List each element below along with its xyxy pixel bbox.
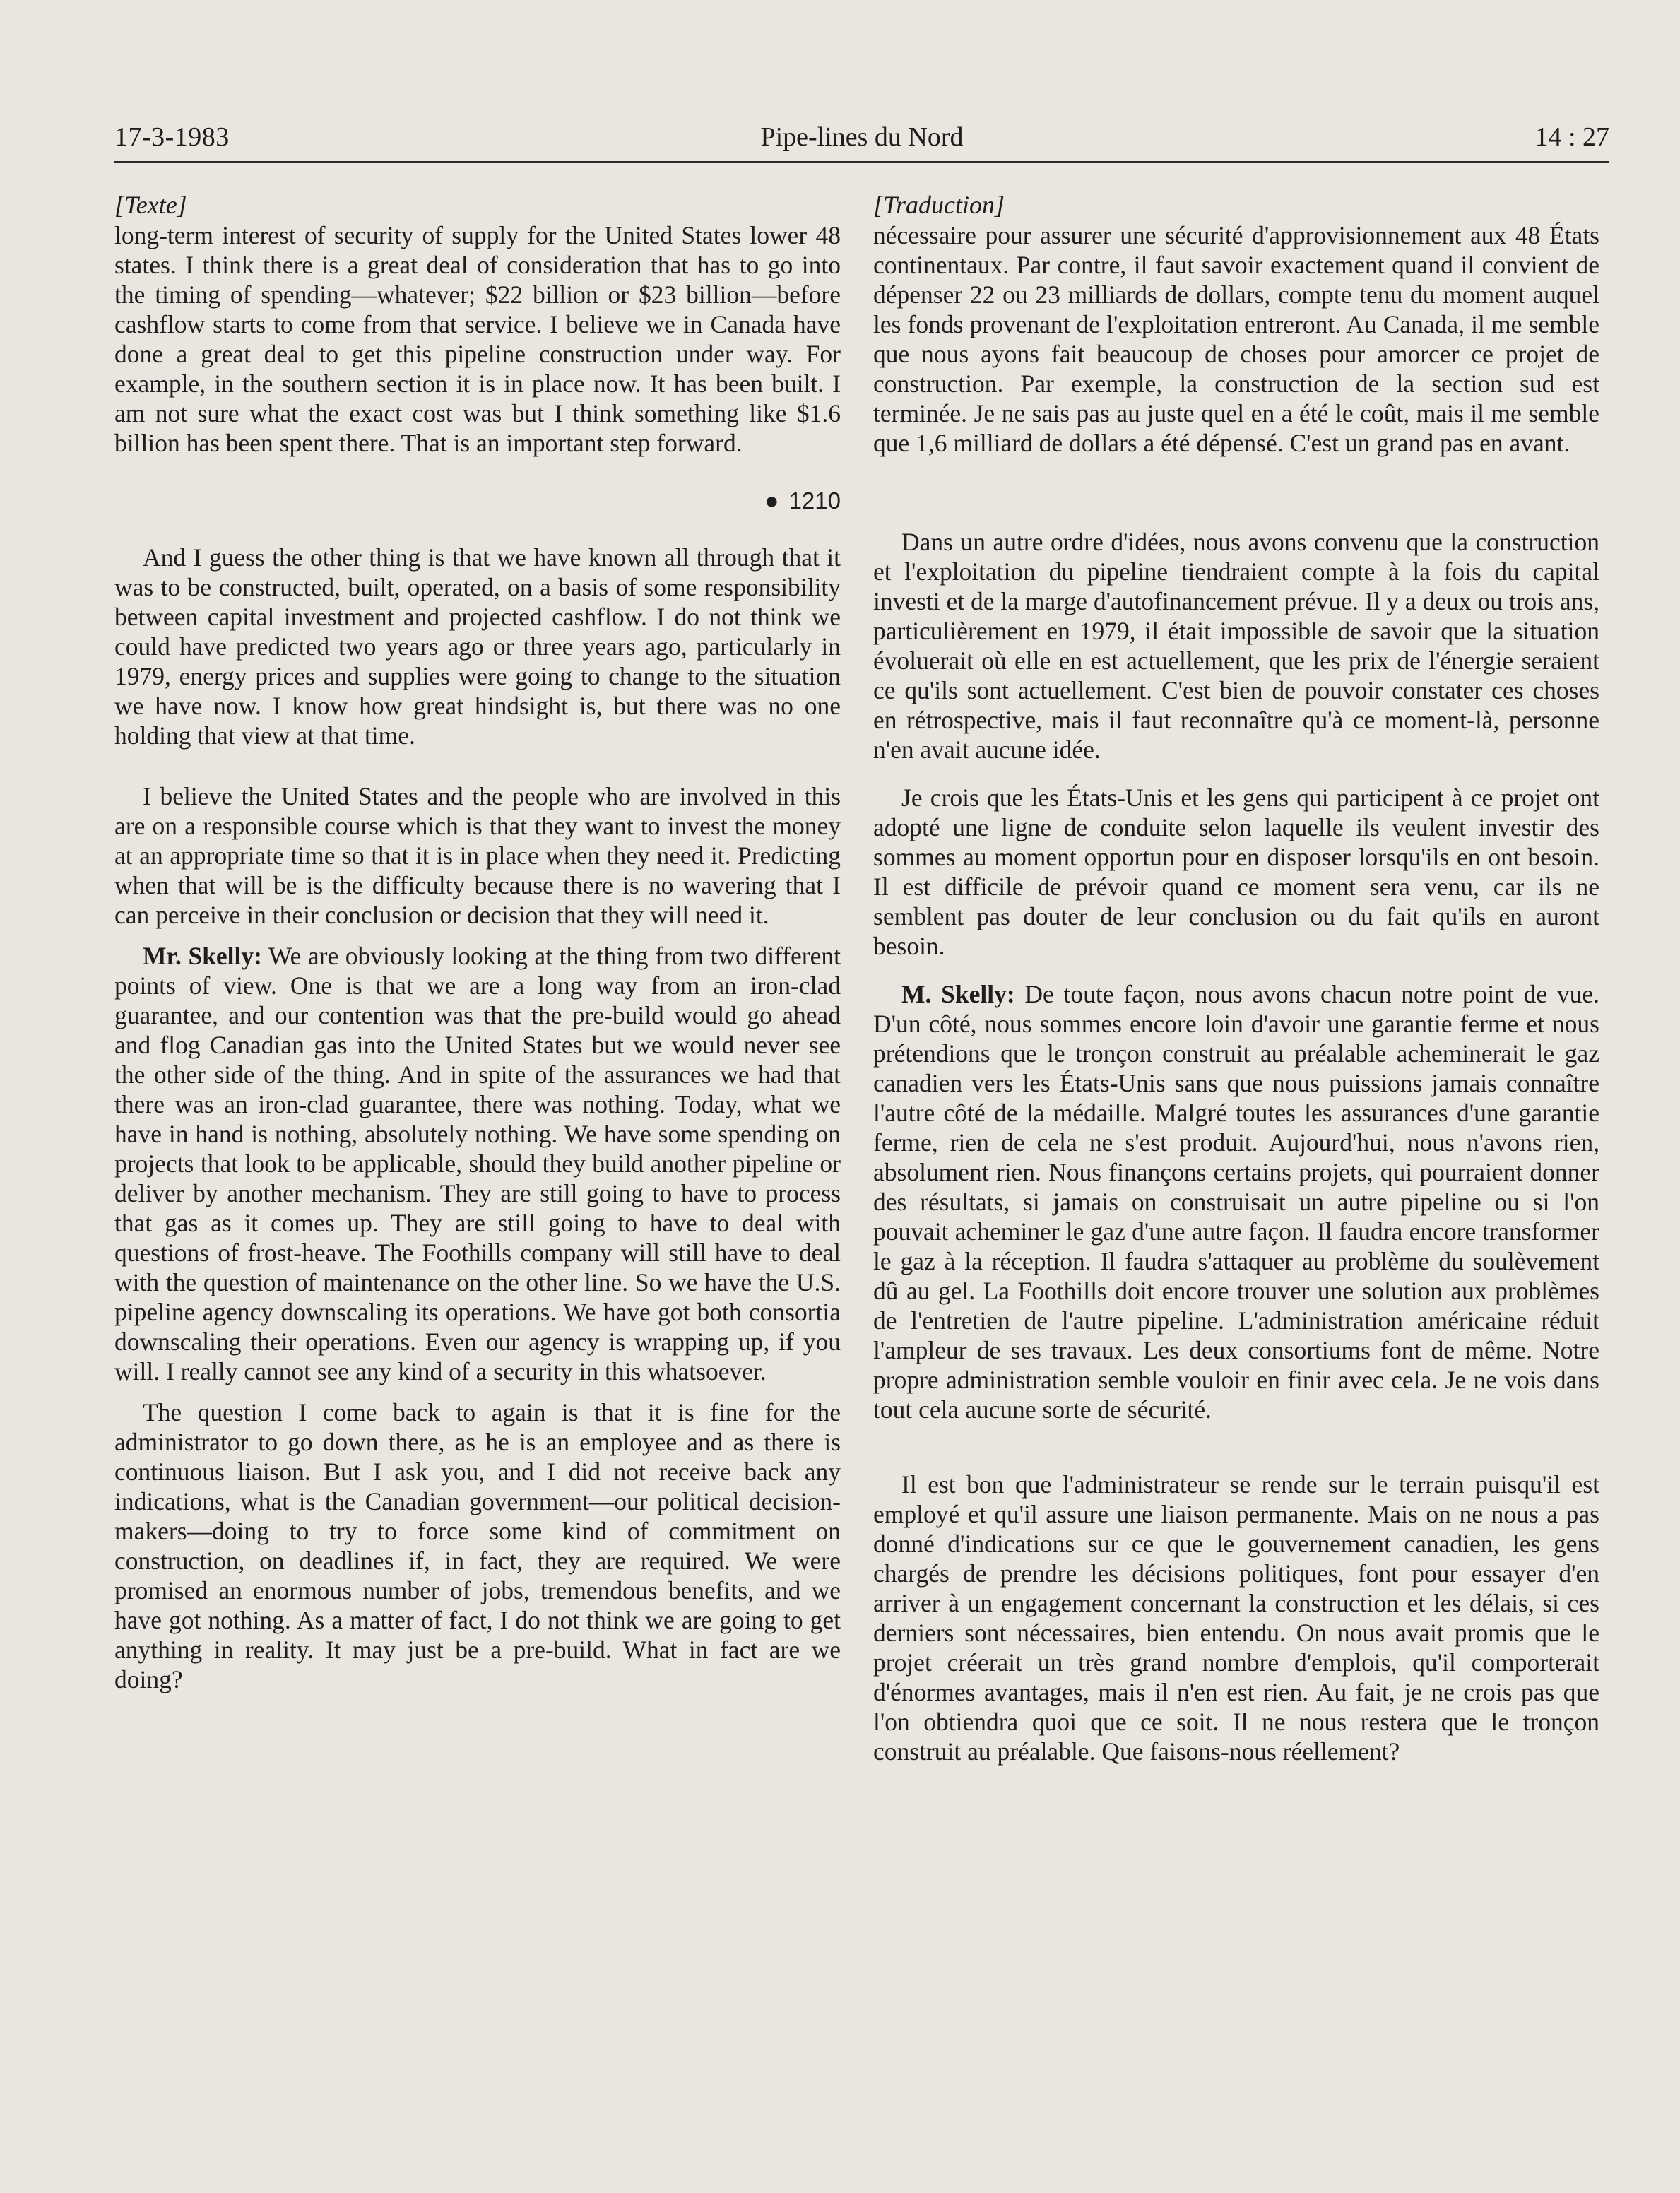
french-column — [873, 189, 1599, 1766]
header-title: Pipe-lines du Nord — [760, 122, 964, 152]
speaker-text: De toute façon, nous avons chacun notre point de vue. D'un côté, nous sommes encore loin d'avoir une garantie ferme et nous prétendions que le tronçon construit au préalable acheminerait le gaz canadien vers les États-Unis sans que nous puissions jamais connaître l'autre côté de la médaille. Malgré toutes les assurances d'une garantie ferme, rien de cela ne s'est produit. Aujourd'hui, nous n'avons rien, absolument rien. Nous finançons certains projets, qui pourraient donner des résultats, si jamais on construisait un autre pipeline ou si l'on pouvait acheminer le gaz d'une autre façon. Il faudra encore transformer le gaz à la réception. Il faudra s'attaquer au problème du soulèvement dû au gel. La Foothills doit encore trouver une solution aux problèmes de l'entretien de l'autre pipeline. L'administration américaine réduit l'ampleur de ses travaux. Les deux consortiums font de même. Notre propre administration semble vouloir en finir avec cela. Je ne vois dans tout cela aucune sorte de sécurité. — [873, 980, 1599, 1424]
page-header — [114, 120, 1609, 162]
header-rule — [114, 161, 1609, 163]
bullet-icon: ● — [764, 487, 779, 514]
speaker-paragraph — [114, 941, 841, 1386]
english-column — [114, 189, 841, 1694]
paragraph: And I guess the other thing is that we have known all through that it was to be constructed, built, operated, on a basis of some responsibility between capital investment and projected cashflow. I do not think we could have predicted two years ago or three years ago, particularly in 1979, energy prices and supplies were going to change to the situation we have now. I know how great hindsight is, but there was no one holding that view at that time. — [114, 543, 841, 750]
paragraph: I believe the United States and the people who are involved in this are on a responsible course which is that they want to invest the money at an appropriate time so that it is in place when they need it. Predicting when that will be is the difficulty because there is no wavering that I can perceive in their conclusion or decision that they will need it. — [114, 782, 841, 929]
speaker-name: M. Skelly: — [901, 980, 1015, 1008]
paragraph: nécessaire pour assurer une sécurité d'approvisionnement aux 48 États continentaux. Par contre, il faut savoir exactement quand il convient de dépenser 22 ou 23 milliards de dollars, compte tenu du moment auquel les fonds provenant de l'exploitation entreront. Au Canada, il me semble que nous ayons fait beaucoup de choses pour amorcer ce projet de construction. Par exemple, la construction de la section sud est terminée. Je ne sais pas au juste quel en a été le coût, mais il me semble que 1,6 milliard de dollars a été dépensé. C'est un grand pas en avant. — [873, 221, 1599, 457]
speaker-text: We are obviously looking at the thing from two different points of view. One is that we are a long way from an iron-clad guarantee, and our contention was that the pre-build would go ahead and flog Canadian gas into the United States but we would never see the other side of the thing. And in spite of the assurances we had that there was an iron-clad guarantee, there was nothing. Today, what we have in hand is nothing, absolutely nothing. We have some spending on projects that look to be applicable, should they build another pipeline or deliver by another mechanism. They are still going to have to process that gas as it comes up. They are still going to have to deal with questions of frost-heave. The Foothills company will still have to deal with the question of maintenance on the other line. So we have the U.S. pipeline agency downscaling its operations. We have got both consortia downscaling their operations. Even our agency is wrapping up, if you will. I really cannot see any kind of a security in this whatsoever. — [114, 942, 841, 1385]
header-page-number: 14 : 27 — [1534, 122, 1609, 152]
time-marker: ● 1210 — [764, 487, 841, 514]
speaker-name: Mr. Skelly: — [143, 942, 262, 970]
header-date: 17-3-1983 — [114, 122, 230, 152]
paragraph: The question I come back to again is that it is fine for the administrator to go down there, as he is an employee and as there is continuous liaison. But I ask you, and I did not receive back any indications, what is the Canadian government—our political decision-makers—doing to try to force some kind of commitment on construction, on deadlines if, in fact, they are required. We were promised an enormous number of jobs, tremendous benefits, and we have got nothing. As a matter of fact, I do not think we are going to get anything in reality. It may just be a pre-build. What in fact are we doing? — [114, 1398, 841, 1693]
paragraph: long-term interest of security of supply for the United States lower 48 states. I think there is a great deal of consideration that has to go into the timing of spending—whatever; $22 billion or $23 billion—before cashflow starts to come from that service. I believe we in Canada have done a great deal to get this pipeline construction under way. For example, in the southern section it is in place now. It has been built. I am not sure what the exact cost was but I think something like $1.6 billion has been spent there. That is an important step forward. — [114, 221, 841, 457]
paragraph: Il est bon que l'administrateur se rende sur le terrain puisqu'il est employé et qu'il assure une liaison permanente. Mais on ne nous a pas donné d'indications sur ce que le gouvernement canadien, les gens chargés de prendre les décisions politiques, font pour essayer d'en arriver à un engagement concernant la construction et les délais, si ces derniers sont nécessaires, bien entendu. On nous avait promis que le projet créerait un très grand nombre d'emplois, qu'il comporterait d'énormes avantages, mais il n'en est rien. Au fait, je ne crois pas que l'on obtiendra quoi que ce soit. Il ne nous restera que le tronçon construit au préalable. Que faisons-nous réellement? — [873, 1470, 1599, 1766]
section-label-texte: [Texte] — [114, 191, 187, 219]
section-label-traduction: [Traduction] — [873, 191, 1005, 219]
paragraph: Dans un autre ordre d'idées, nous avons convenu que la construction et l'exploitation du pipeline tiendraient compte à la fois du capital investi et de la marge d'autofinancement prévue. Il y a deux ou trois ans, particulièrement en 1979, il était impossible de savoir que la situation évoluerait où elle en est actuellement, que les prix de l'énergie seraient ce qu'ils sont actuellement. C'est bien de pouvoir constater ces choses en rétrospective, mais il faut reconnaître qu'à ce moment-là, personne n'en avait aucune idée. — [873, 528, 1600, 764]
speaker-paragraph — [873, 979, 1599, 1424]
paragraph: Je crois que les États-Unis et les gens qui participent à ce projet ont adopté une ligne de conduite selon laquelle ils veulent investir des sommes au moment opportun pour en disposer lorsqu'ils en ont besoin. Il est difficile de prévoir quand ce moment sera venu, car ils ne semblent pas douter de leur conclusion ou du fait qu'ils en auront besoin. — [873, 784, 1599, 960]
